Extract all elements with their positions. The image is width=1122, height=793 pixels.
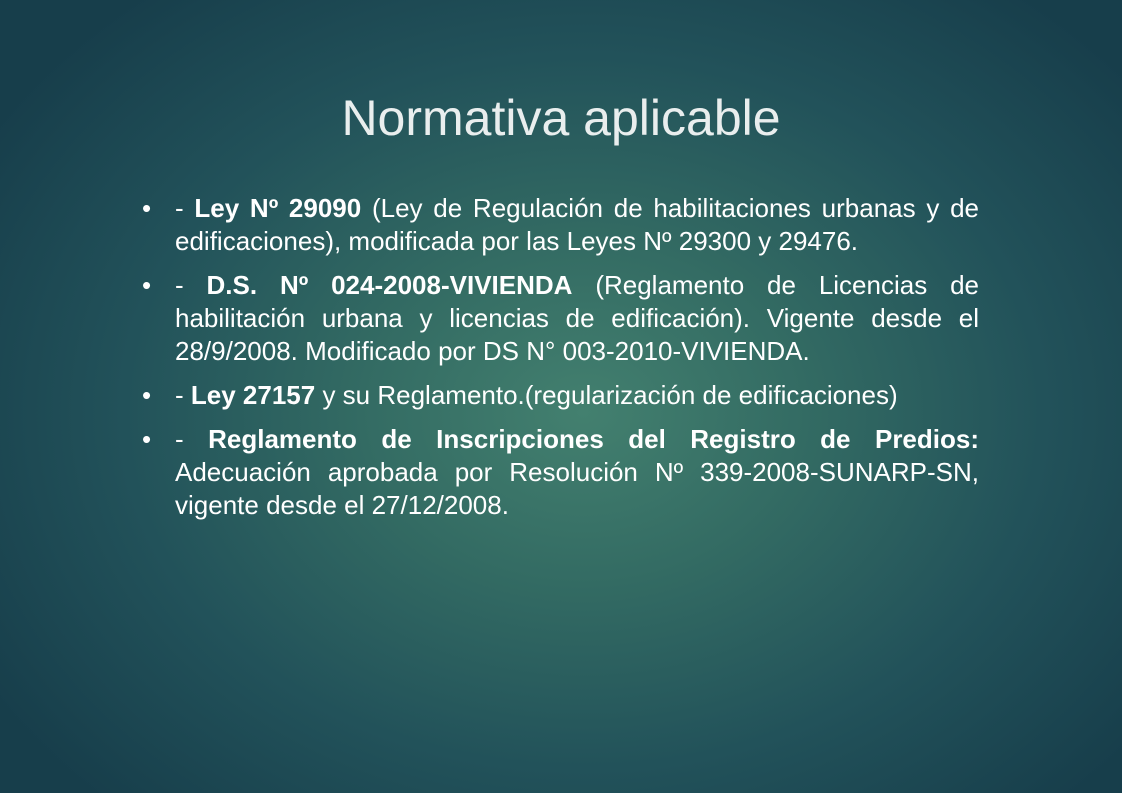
bullet-item-ley-29090	[136, 192, 979, 258]
bullet-bold-text: Ley Nº 29090	[194, 193, 362, 223]
bullet-text: (Reglamento de Licencias de habilitación urbana y licencias de edificación). Vigente desde el 28/9/2008. Modificado por DS N° 003-2010-VIVIENDA.	[175, 270, 980, 366]
bullet-item-ds-024-2008	[136, 269, 979, 368]
bullet-dash: -	[175, 193, 195, 223]
bullet-item-ley-27157	[136, 379, 979, 412]
bullet-dash: -	[175, 424, 209, 454]
bullet-icon: •	[142, 270, 152, 300]
bullet-icon: •	[142, 380, 152, 410]
bullet-text: Adecuación aprobada por Resolución Nº 339-2008-SUNARP-SN, vigente desde el 27/12/2008.	[175, 457, 979, 520]
bullet-item-reglamento-inscripciones	[136, 423, 979, 522]
bullet-dash: -	[175, 380, 191, 410]
slide-title: Normativa aplicable	[341, 90, 781, 146]
bullet-bold-text: D.S. Nº 024-2008-VIVIENDA	[206, 270, 573, 300]
bullet-bold-text: Ley 27157	[190, 380, 316, 410]
bullet-text: (Ley de Regulación de habilitaciones urbanas y de edificaciones), modificada por las Leyes Nº 29300 y 29476.	[175, 193, 979, 256]
bullet-text: y su Reglamento.(regularización de edificaciones)	[315, 380, 898, 410]
bullet-bold-text: Reglamento de Inscripciones del Registro de Predios:	[208, 424, 979, 454]
bullet-icon: •	[142, 424, 152, 454]
bullet-icon: •	[142, 193, 152, 223]
bullet-dash: -	[175, 270, 207, 300]
bullet-list	[136, 192, 979, 533]
